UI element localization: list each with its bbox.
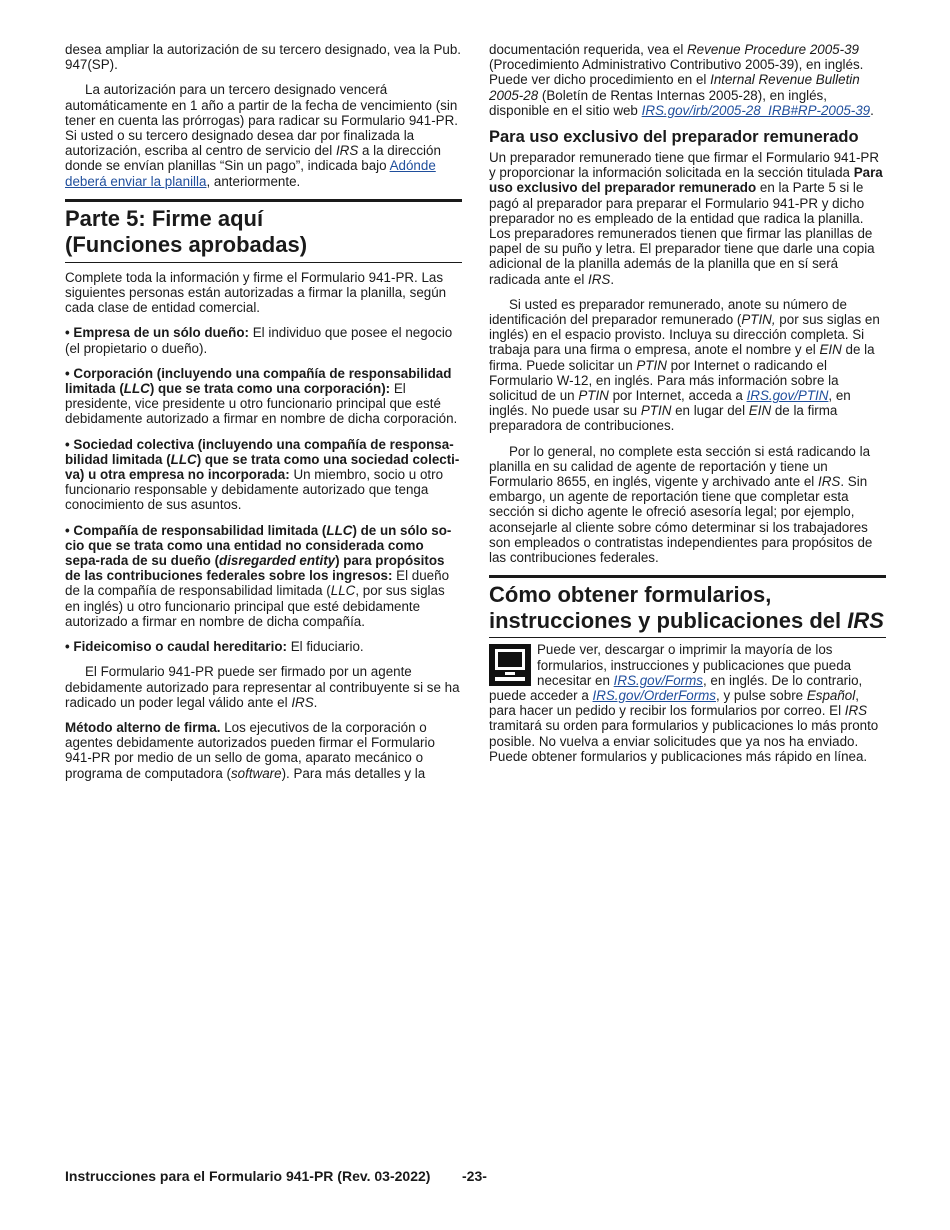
section-heading-forms: Cómo obtener formularios, instrucciones y publicaciones del IRS xyxy=(489,582,886,638)
bullet-single-member-llc: • Compañía de responsabilidad limitada (LLC) de un sólo so-cio que se trata como una entidad no considerada como sepa-rada de su dueño (disregarded entity) para propósitos de las contribuciones federales sobre los ingresos: El dueño de la compañía de responsabilidad limitada (LLC, por sus siglas en inglés) u otro funcionario principal que esté debidamente autorizado a firmar en nombre de dicha compañía. xyxy=(65,522,452,629)
link-irs-forms[interactable]: IRS.gov/Forms xyxy=(613,672,703,688)
link-irs-orderforms[interactable]: IRS.gov/OrderForms xyxy=(592,687,717,703)
section-heading-part5: Parte 5: Firme aquí (Funciones aprobadas) xyxy=(65,199,462,263)
link-where-to-send[interactable]: Adónde deberá enviar la planilla xyxy=(65,158,436,189)
paragraph-revenue-procedure: documentación requerida, vea el Revenue Procedure 2005-39 (Procedimiento Administrativo Contributivo 2005-39), en inglés. Puede ver dicho procedimiento en el Internal Revenue Bulletin 2005-28 (Boletín de Rentas Internas 2005-28), en inglés, disponible en el sitio web IRS.gov/irb/2005-28_IRB#RP-2005-39. xyxy=(489,42,874,118)
link-irs-ptin[interactable]: IRS.gov/PTIN xyxy=(746,388,829,404)
footer-title: Instrucciones para el Formulario 941-PR (Rev. 03-2022) xyxy=(65,1168,431,1184)
paragraph-reporting-agent: Por lo general, no complete esta sección si está radicando la planilla en su calidad de agente de reportación y tiene un Formulario 8655, en inglés, vigente y archivado ante el IRS. Sin embargo, un agente de reportación tiene que completar esta sección si dicho agente le ofreció asesoría legal; por ejemplo, aconsejarle al cliente sobre cómo determinar si los trabajadores son empleados o contratistas independientes para propósitos de las contribuciones federales. xyxy=(489,443,873,566)
paragraph-intro: Complete toda la información y firme el Formulario 941-PR. Las siguientes personas están autorizadas a firmar la planilla, según cada clase de entidad comercial. xyxy=(65,269,447,316)
link-irb-2005-28[interactable]: IRS.gov/irb/2005-28_IRB#RP-2005-39 xyxy=(641,102,871,118)
bullet-partnership: • Sociedad colectiva (incluyendo una compañía de responsa-bilidad limitada (LLC) que se trata como una sociedad colecti-va) u otra empresa no incorporada: Un miembro, socio u otro funcionario responsable y debidamente autorizado que tenga conocimiento de sus asuntos. xyxy=(65,436,460,513)
paragraph-alternative-signature: Método alterno de firma. Los ejecutivos de la corporación o agentes debidamente autorizados pueden firmar el Formulario 941-PR por medio de un sello de goma, aparato mecánico o programa de computadora (software). Para más detalles y la xyxy=(65,719,435,781)
right-column xyxy=(489,42,886,774)
computer-icon xyxy=(489,644,531,686)
subheading-paid-preparer: Para uso exclusivo del preparador remunerado xyxy=(489,128,859,147)
paragraph-get-forms: Puede ver, descargar o imprimir la mayoría de los formularios, instrucciones y publicaciones que pueda necesitar en IRS.gov/Forms, en inglés. De lo contrario, puede acceder a IRS.gov/OrderForms, y pulse sobre Español, para hacer un pedido y recibir los formularios por correo. El IRS tramitará su orden para formularios y publicaciones lo más pronto posible. No vuelva a enviar solicitudes que ya nos ha enviado. Puede obtener formularios y publicaciones más rápido en línea. xyxy=(489,642,879,764)
paragraph-ptin: Si usted es preparador remunerado, anote su número de identificación del preparador remunerado (PTIN, por sus siglas en inglés) en el espacio provisto. Incluya su dirección completa. Si trabaja para una firma o empresa, anote el nombre y el EIN de la firma. Puede solicitar un PTIN por Internet o radicando el Formulario W-12, en inglés. Para más información sobre la solicitud de un PTIN por Internet, acceda a IRS.gov/PTIN, en inglés. No puede usar su PTIN en lugar del EIN de la firma preparadora de contribuciones. xyxy=(489,296,880,434)
bullet-trust-estate: • Fideicomiso o caudal hereditario: El fiduciario. xyxy=(65,639,364,655)
bullet-sole-proprietor: • Empresa de un sólo dueño: El individuo que posee el negocio (el propietario o dueño). xyxy=(65,325,453,356)
paragraph-agent: El Formulario 941-PR puede ser firmado por un agente debidamente autorizado para representar al contribuyente si se ha radicado un poder legal válido ante el IRS. xyxy=(65,664,460,710)
bullet-corporation: • Corporación (incluyendo una compañía de responsabilidad limitada (LLC) que se trata como una corporación): El presidente, vice presidente u otro funcionario principal que esté debidamente autorizado a firmar en nombre de dicha corporación. xyxy=(65,365,458,427)
paragraph-designee-expiration: La autorización para un tercero designado vencerá automáticamente en 1 año a partir de la fecha de vencimiento (sin tener en cuenta las prórrogas) para radicar su Formulario 941-PR. Si usted o su tercero designado desea dar por finalizada la autorización, escriba al centro de servicio del IRS a la dirección donde se envían planillas “Sin un pago”, indicada bajo Adónde deberá enviar la planilla, anteriormente. xyxy=(65,82,458,189)
paragraph-paid-preparer: Un preparador remunerado tiene que firmar el Formulario 941-PR y proporcionar la información solicitada en la sección titulada Para uso exclusivo del preparador remunerado en la Parte 5 si le pagó al preparador para preparar el Formulario 941-PR y dicho preparador no es empleado de la entidad que radica la planilla. Los preparadores remunerados tienen que firmar las planillas de papel de su puño y letra. El preparador tiene que darle una copia adicional de la planilla además de la planilla que en sí será radicada ante el IRS. xyxy=(489,150,883,287)
paragraph-designee-cont: desea ampliar la autorización de su tercero designado, vea la Pub. 947(SP). xyxy=(65,42,462,73)
left-column xyxy=(65,42,462,791)
section-rule xyxy=(489,575,886,578)
page-number: -23- xyxy=(462,1168,487,1184)
